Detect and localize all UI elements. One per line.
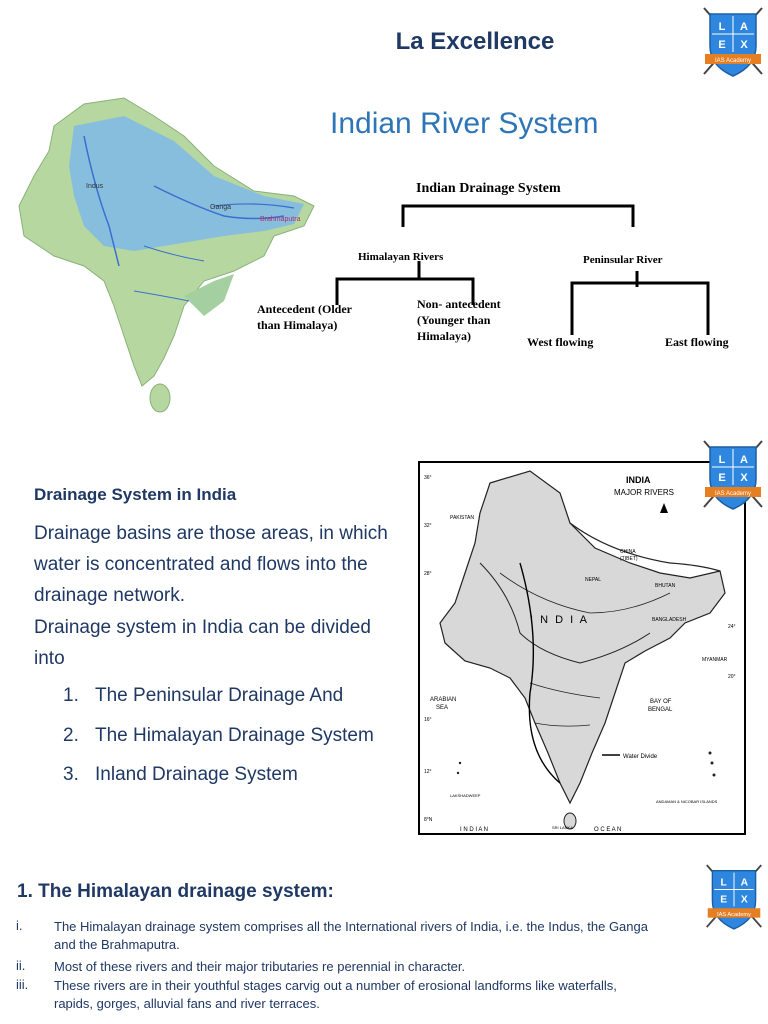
list-item: 3. Inland Drainage System — [63, 764, 298, 785]
svg-text:8°N: 8°N — [424, 817, 433, 823]
tree-non-antecedent-line1: Non- antecedent — [417, 297, 501, 311]
svg-text:I N D I A: I N D I A — [530, 614, 589, 626]
tree-east-flowing: East flowing — [665, 335, 729, 349]
drainage-text-line2: water is concentrated and flows into the — [34, 554, 368, 575]
section-title: 1. The Himalayan drainage system: — [17, 881, 334, 902]
svg-text:ANDAMAN & NICOBAR ISLANDS: ANDAMAN & NICOBAR ISLANDS — [656, 799, 718, 804]
tree-peninsular: Peninsular River — [583, 254, 663, 266]
svg-text:28°: 28° — [424, 571, 432, 577]
list-item-text: Most of these rivers and their major tributaries re perennial in character. — [54, 959, 466, 974]
tree-root: Indian Drainage System — [416, 181, 561, 196]
shield-icon — [700, 437, 766, 513]
svg-text:A: A — [740, 454, 748, 466]
svg-text:A: A — [740, 21, 748, 33]
svg-text:CHINA: CHINA — [620, 549, 636, 555]
tree-west-flowing: West flowing — [527, 335, 594, 349]
drainage-text-line1: Drainage basins are those areas, in which — [34, 523, 388, 544]
svg-text:L: L — [720, 877, 727, 889]
academy-logo — [700, 4, 766, 80]
list-item-number: iii. — [16, 977, 29, 992]
indus-label: Indus — [86, 183, 104, 190]
tree-non-antecedent-line2: (Younger than — [417, 313, 491, 327]
tree-antecedent-line2: than Himalaya) — [257, 318, 338, 332]
svg-text:Water Divide: Water Divide — [623, 754, 658, 760]
ganga-label: Ganga — [210, 204, 232, 211]
svg-text:24°: 24° — [728, 624, 736, 630]
svg-text:NEPAL: NEPAL — [585, 577, 602, 583]
svg-text:36°: 36° — [424, 475, 432, 481]
list-item: 1. The Peninsular Drainage And — [63, 685, 344, 706]
tree-himalayan: Himalayan Rivers — [358, 251, 444, 263]
svg-text:L: L — [718, 21, 726, 33]
svg-text:IAS Academy: IAS Academy — [714, 491, 752, 497]
page-title: Indian River System — [330, 107, 599, 140]
svg-text:32°: 32° — [424, 523, 432, 529]
svg-text:INDIA: INDIA — [626, 475, 651, 485]
north-arrow-icon — [660, 503, 668, 513]
academy-logo — [700, 437, 766, 513]
svg-text:BAY OF: BAY OF — [650, 699, 672, 705]
svg-text:E: E — [718, 39, 726, 51]
drainage-heading: Drainage System in India — [34, 485, 237, 504]
list-item-text: These rivers are in their youthful stages carvig out a number of erosional landforms like waterfalls, rapids, gorges, alluvial fans and river terraces. — [54, 978, 617, 1011]
svg-text:E: E — [720, 894, 728, 906]
india-major-rivers-map — [418, 461, 746, 835]
svg-text:L: L — [718, 454, 726, 466]
svg-text:X: X — [740, 39, 748, 51]
svg-text:IAS Academy: IAS Academy — [714, 58, 752, 64]
list-item: 2. The Himalayan Drainage System — [63, 725, 374, 746]
svg-text:I N D I A N: I N D I A N — [460, 827, 489, 833]
svg-text:BHUTAN: BHUTAN — [655, 583, 676, 589]
drainage-text-line4: Drainage system in India can be divided — [34, 617, 371, 638]
svg-text:MAJOR RIVERS: MAJOR RIVERS — [614, 488, 675, 497]
svg-text:X: X — [740, 472, 748, 484]
tree-antecedent-line1: Antecedent (Older — [257, 302, 352, 316]
drainage-text-line3: drainage network. — [34, 585, 186, 606]
list-item-number: ii. — [16, 958, 26, 973]
svg-text:E: E — [718, 472, 726, 484]
list-item-text: The Himalayan drainage system comprises all the International rivers of India, i.e. the Indus, the Ganga and the Brahmaputra. — [54, 919, 648, 952]
svg-text:O C E A N: O C E A N — [594, 827, 622, 833]
svg-text:SRI LANKA: SRI LANKA — [552, 825, 573, 830]
svg-text:12°: 12° — [424, 769, 432, 775]
svg-text:SEA: SEA — [436, 705, 449, 711]
svg-text:ARABIAN: ARABIAN — [430, 697, 457, 703]
svg-text:X: X — [740, 894, 748, 906]
svg-text:16°: 16° — [424, 717, 432, 723]
header-title: La Excellence — [395, 28, 555, 55]
brahmaputra-label: Brahmaputra — [260, 216, 301, 223]
svg-text:BANGLADESH: BANGLADESH — [652, 617, 687, 623]
svg-text:BENGAL: BENGAL — [648, 707, 673, 713]
svg-text:IAS Academy: IAS Academy — [717, 911, 751, 918]
svg-text:(TIBET): (TIBET) — [620, 556, 638, 562]
list-item-number: i. — [16, 918, 23, 933]
drainage-text-line5: into — [34, 648, 65, 669]
svg-text:LAKSHADWEEP: LAKSHADWEEP — [450, 793, 481, 798]
tree-non-antecedent-line3: Himalaya) — [417, 329, 471, 343]
svg-text:MYANMAR: MYANMAR — [702, 657, 728, 663]
svg-text:20°: 20° — [728, 674, 736, 680]
shield-icon — [700, 4, 766, 80]
svg-text:A: A — [740, 877, 749, 889]
svg-text:PAKISTAN: PAKISTAN — [450, 515, 474, 521]
